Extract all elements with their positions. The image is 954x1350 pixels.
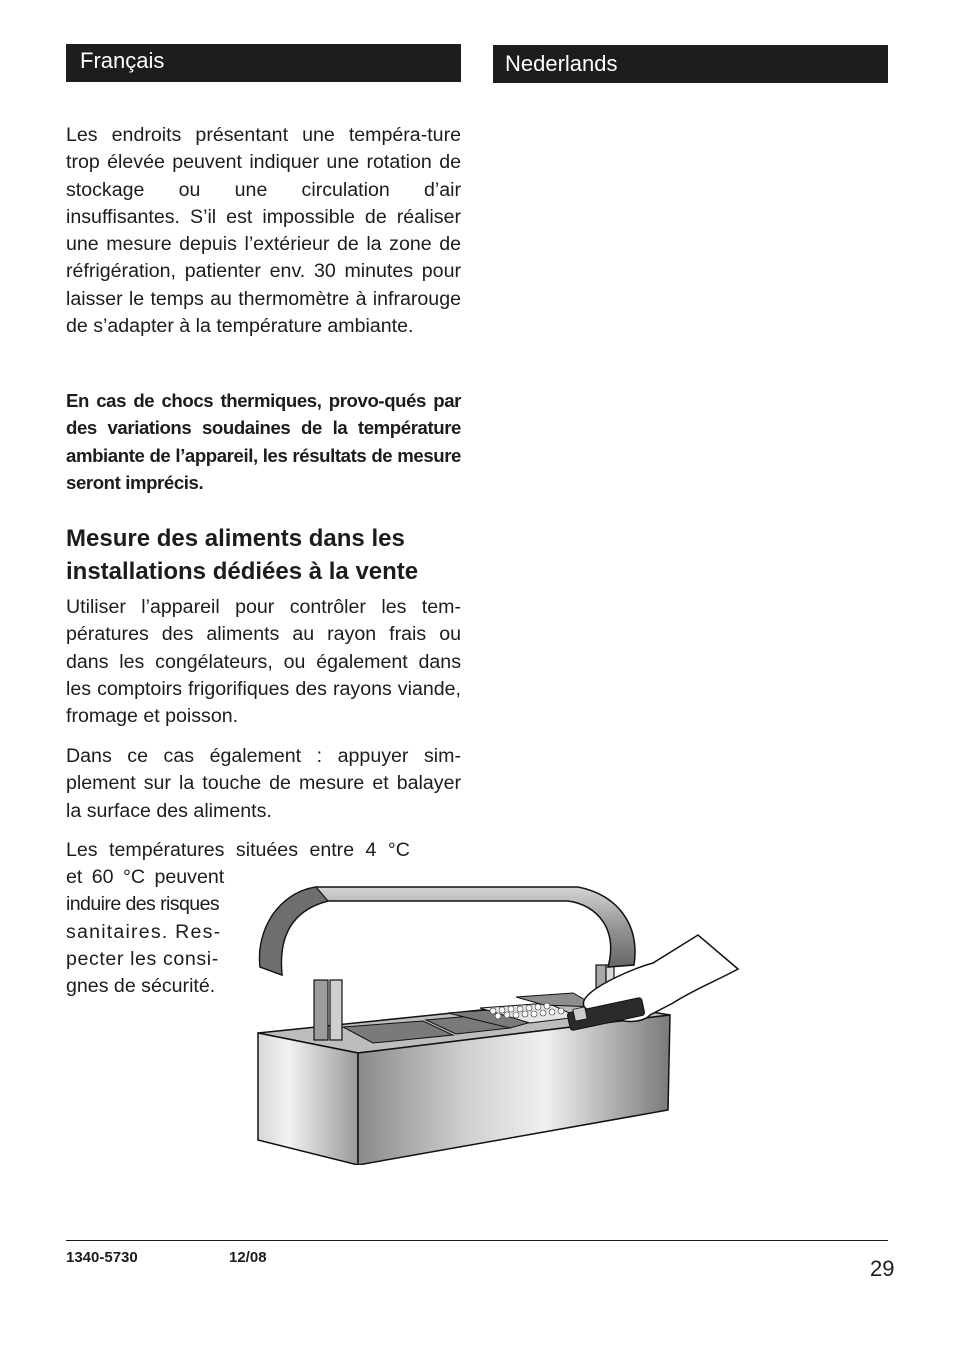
risk-line-4: sanitaires. Res- xyxy=(66,920,222,943)
paragraph-thermal-shock-warning: En cas de chocs thermiques, provo-qués par des variations soudaines de la température ambiante de l’appareil, les résultats de mesure seront imprécis. xyxy=(66,390,461,493)
risk-line-3: induire des risques xyxy=(66,893,220,916)
paragraph-procedure: Dans ce cas également : appuyer sim-plement sur la touche de mesure et balayer la surface des aliments. xyxy=(66,745,461,822)
risk-line-5: pecter les consi- xyxy=(66,947,219,970)
risk-line-2: et 60 °C peuvent xyxy=(66,866,225,888)
paragraph-usage: Utiliser l’appareil pour contrôler les tem-pératures des aliments au rayon frais ou dans les congélateurs, ou également dans les comptoirs frigorifiques des rayons viande, fromage et poisson. xyxy=(66,596,461,728)
document-date: 12/08 xyxy=(229,1249,267,1266)
risk-line-6: gnes de sécurité. xyxy=(66,975,216,998)
language-header-dutch: Nederlands xyxy=(493,45,888,83)
paragraph-temperature-zones: Les endroits présentant une tempéra-ture trop élevée peuvent indiquer une rotation de stockage ou une circulation d’air insuffisantes. S’il est impossible de réaliser une mesure depuis l’extérieur de la zone de réfrigération, patienter env. 30 minutes pour laisser le temps au thermomètre à infrarouge de s’adapter à la température ambiante. xyxy=(66,124,461,338)
footer-divider xyxy=(66,1240,888,1241)
paragraph-risk-line1: Les températures situées entre 4 °C xyxy=(66,839,410,861)
language-header-french: Français xyxy=(66,44,461,82)
page-number: 29 xyxy=(870,1256,895,1281)
food-counter-illustration xyxy=(248,875,748,1165)
document-number: 1340-5730 xyxy=(66,1249,138,1266)
section-heading: Mesure des aliments dans les installations dédiées à la vente xyxy=(66,525,419,585)
paragraph-risk-wrapped xyxy=(66,864,248,1000)
